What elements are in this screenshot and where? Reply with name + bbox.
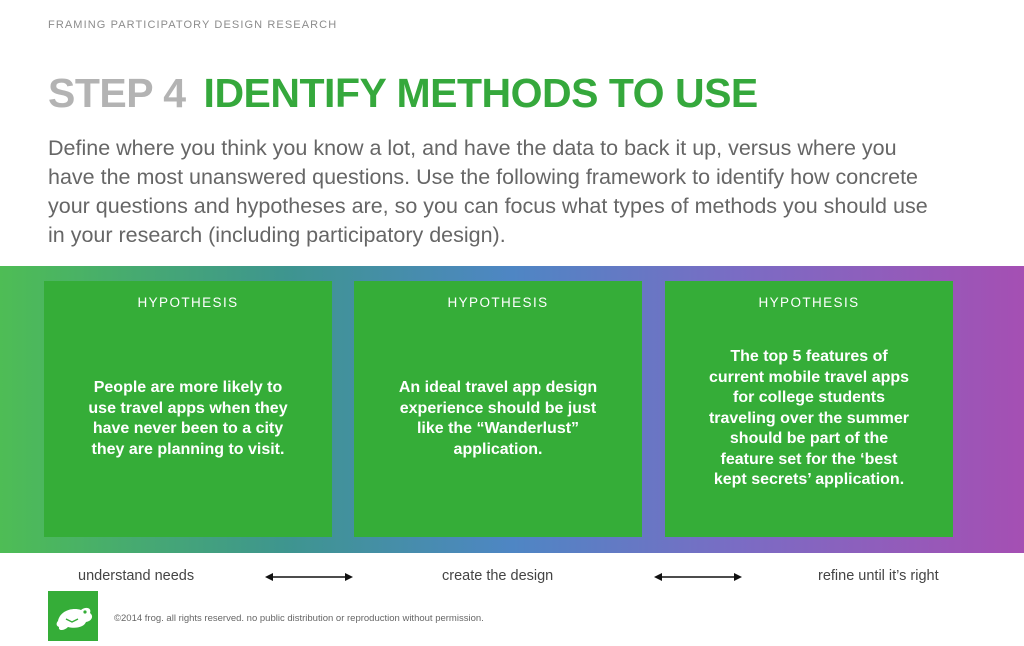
scale-label-right: refine until it’s right (818, 568, 939, 584)
frog-icon (48, 591, 98, 641)
step-title: IDENTIFY METHODS TO USE (203, 70, 758, 116)
double-arrow-icon (654, 571, 742, 583)
scale-label-middle: create the design (442, 568, 554, 584)
copyright-notice: ©2014 frog. all rights reserved. no public distribution or reproduction without permission. (114, 613, 484, 624)
scale-label-left: understand needs (78, 568, 195, 584)
card-text: The top 5 features of current mobile travel apps for college students traveling over the summer should be part of the feature set for the ‘best kept secrets’ application. (708, 348, 910, 489)
page-title (48, 70, 758, 117)
hypothesis-card-1 (44, 281, 332, 537)
intro-paragraph: Define where you think you know a lot, and have the data to back it up, versus where you have the most unanswered questions. Use the following framework to identify how concrete your questions and hypotheses are, so you can focus what types of methods you should use in your research (including participatory design). (48, 136, 928, 247)
card-label: HYPOTHESIS (137, 295, 239, 310)
header-label: FRAMING PARTICIPATORY DESIGN RESEARCH (48, 19, 338, 31)
card-label: HYPOTHESIS (758, 295, 860, 310)
step-number: STEP 4 (48, 70, 186, 116)
hypothesis-card-2 (354, 281, 642, 537)
card-text: An ideal travel app design experience should be just like the “Wanderlust” application. (398, 379, 598, 458)
card-label: HYPOTHESIS (447, 295, 549, 310)
card-text: People are more likely to use travel apps when they have never been to a city they are planning to visit. (88, 379, 288, 458)
hypothesis-card-3 (665, 281, 953, 537)
frog-logo (48, 591, 98, 641)
double-arrow-icon (265, 571, 353, 583)
